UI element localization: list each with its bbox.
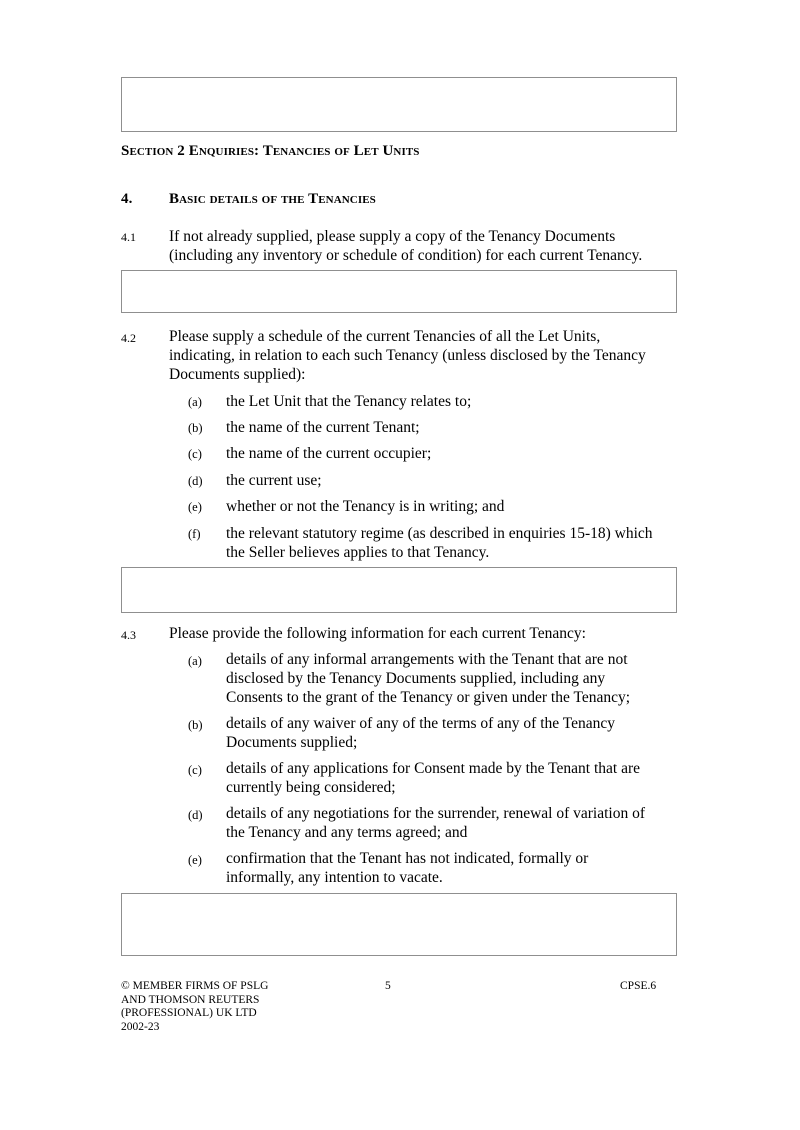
list-item-text	[226, 650, 630, 707]
question-number: 4.3	[121, 628, 136, 642]
document-code: CPSE.6	[620, 980, 657, 992]
list-item-line: details of any informal arrangements with the Tenant that are not	[226, 651, 628, 668]
answer-box-top[interactable]	[121, 77, 677, 132]
list-item-text: the name of the current occupier;	[226, 445, 432, 462]
list-item-text: the Let Unit that the Tenancy relates to;	[226, 393, 472, 410]
answer-box-4-3[interactable]	[121, 893, 677, 956]
question-line: Documents supplied):	[169, 366, 306, 383]
question-text	[169, 327, 646, 384]
list-item-line: details of any applications for Consent made by the Tenant that are	[226, 760, 640, 777]
question-text: Please provide the following information for each current Tenancy:	[169, 625, 586, 642]
answer-box-4-2[interactable]	[121, 567, 677, 613]
list-item-label: (a)	[188, 654, 202, 668]
list-item-text: whether or not the Tenancy is in writing; and	[226, 498, 505, 515]
page-number: 5	[385, 980, 391, 992]
question-text	[169, 227, 642, 265]
list-item-line: confirmation that the Tenant has not indicated, formally or	[226, 850, 589, 867]
list-item-text	[226, 714, 615, 752]
list-item-line: the Tenancy and any terms agreed; and	[226, 824, 468, 841]
list-item-text	[226, 804, 645, 842]
footer-line: AND THOMSON REUTERS	[121, 993, 260, 1006]
question-number: 4.2	[121, 331, 136, 345]
answer-box-4-1[interactable]	[121, 270, 677, 313]
list-item-text: the current use;	[226, 472, 322, 489]
question-line: Please supply a schedule of the current Tenancies of all the Let Units,	[169, 328, 601, 345]
list-item-label: (c)	[188, 763, 202, 777]
question-line: indicating, in relation to each such Tenancy (unless disclosed by the Tenancy	[169, 347, 646, 364]
list-item-line: the relevant statutory regime (as described in enquiries 15-18) which	[226, 525, 653, 542]
list-item-text	[226, 524, 653, 562]
list-item-line: currently being considered;	[226, 779, 396, 796]
question-line: (including any inventory or schedule of condition) for each current Tenancy.	[169, 247, 643, 264]
list-item-text	[226, 759, 640, 797]
list-item-text: the name of the current Tenant;	[226, 419, 420, 436]
footer-line: © MEMBER FIRMS OF PSLG	[121, 980, 269, 992]
question-line: If not already supplied, please supply a copy of the Tenancy Documents	[169, 228, 616, 245]
enquiry-number: 4.	[121, 191, 133, 207]
footer-copyright	[121, 980, 268, 1034]
list-item-line: Documents supplied;	[226, 734, 358, 751]
list-item-line: the Seller believes applies to that Tenancy.	[226, 544, 490, 561]
list-item-label: (d)	[188, 808, 203, 822]
list-item-text	[226, 849, 588, 887]
list-item-label: (d)	[188, 474, 203, 488]
list-item-label: (a)	[188, 395, 202, 409]
list-item-label: (b)	[188, 421, 203, 435]
list-item-label: (e)	[188, 500, 202, 514]
list-item-line: Consents to the grant of the Tenancy or given under the Tenancy;	[226, 689, 631, 706]
list-item-label: (e)	[188, 853, 202, 867]
list-item-label: (c)	[188, 447, 202, 461]
list-item-line: disclosed by the Tenancy Documents supplied, including any	[226, 670, 606, 687]
question-number: 4.1	[121, 230, 136, 244]
section-title: Section 2 Enquiries: Tenancies of Let Units	[121, 143, 420, 159]
list-item-label: (b)	[188, 718, 203, 732]
footer-line: (PROFESSIONAL) UK LTD	[121, 1007, 257, 1019]
list-item-line: details of any waiver of any of the terms of any of the Tenancy	[226, 715, 616, 732]
list-item-line: details of any negotiations for the surrender, renewal of variation of	[226, 805, 646, 822]
list-item-label: (f)	[188, 527, 201, 541]
footer-line: 2002-23	[121, 1020, 160, 1033]
enquiry-title: Basic details of the Tenancies	[169, 191, 376, 207]
list-item-line: informally, any intention to vacate.	[226, 869, 443, 886]
